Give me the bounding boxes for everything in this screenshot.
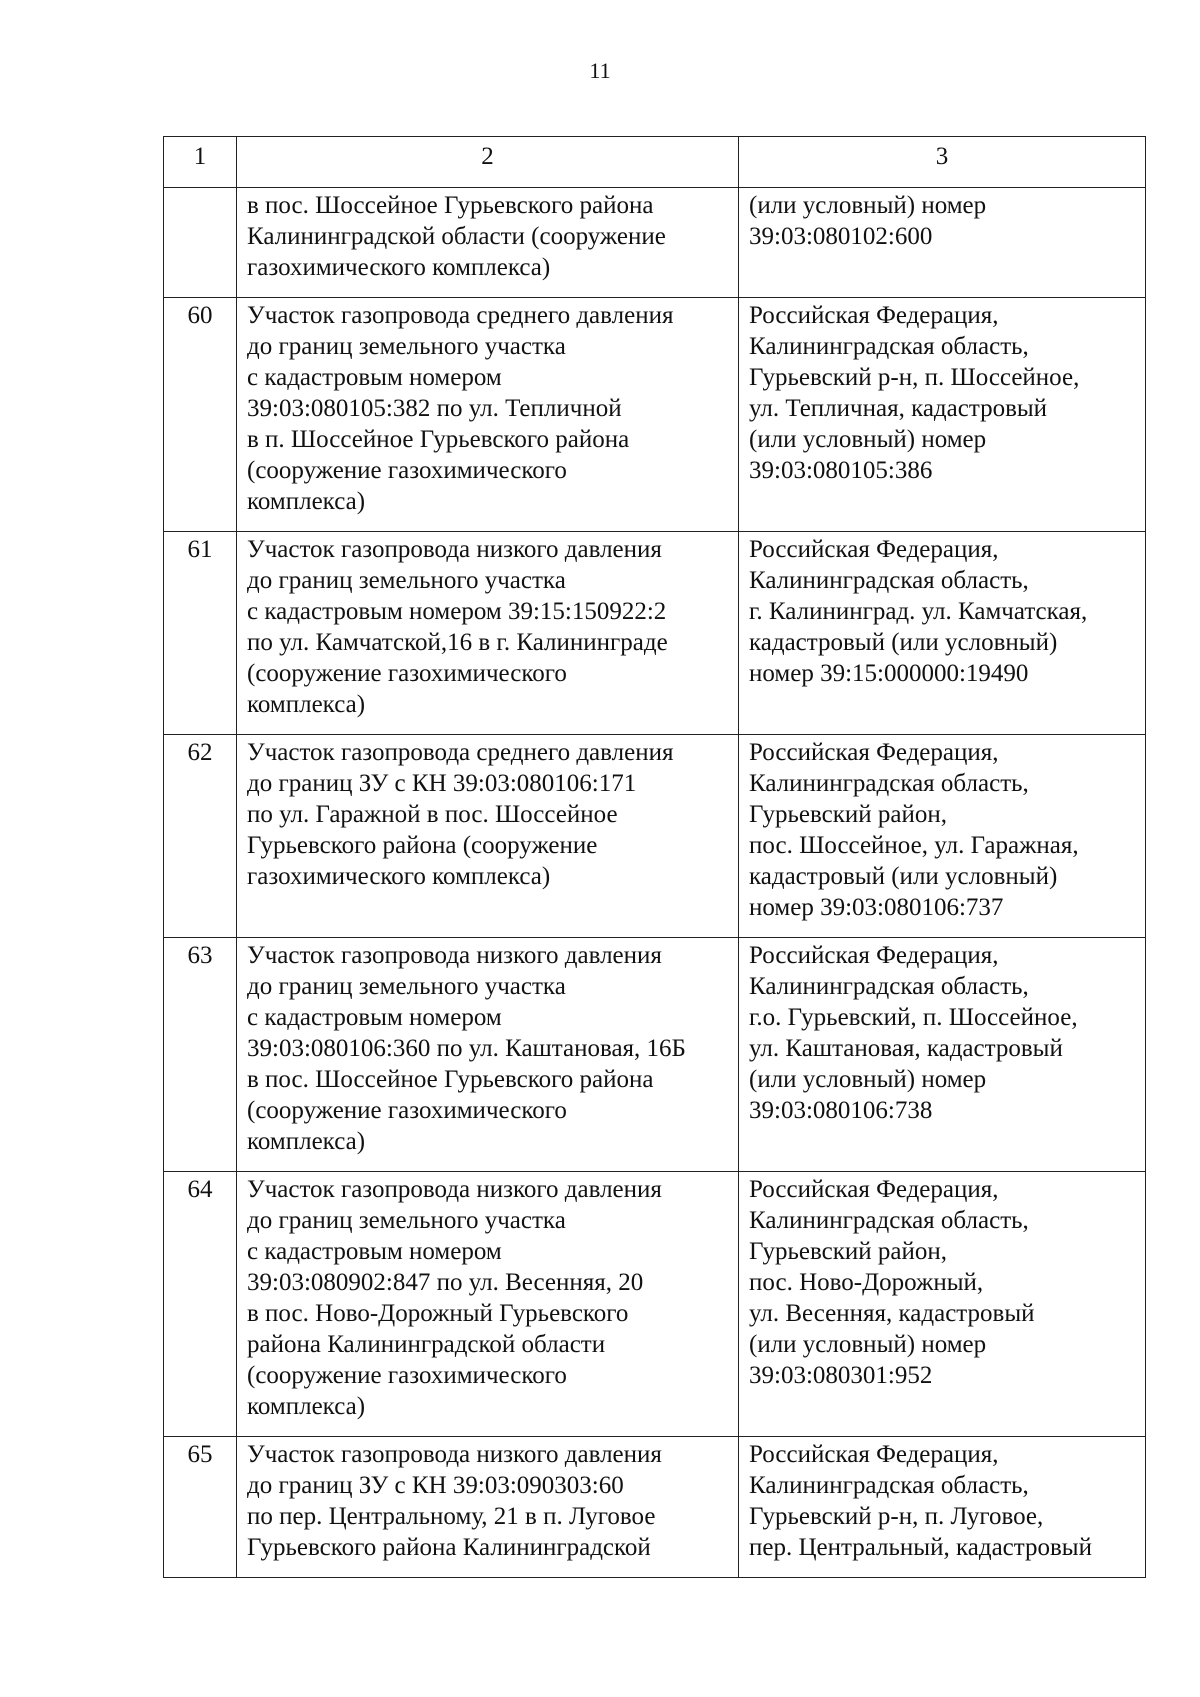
object-description-line: по пер. Центральному, 21 в п. Луговое	[247, 1503, 656, 1530]
location-line: Калининградская область,	[749, 1207, 1029, 1234]
object-description-line: Гурьевского района Калининградской	[247, 1534, 651, 1561]
object-description-cell	[237, 938, 739, 1172]
object-description-line: с кадастровым номером	[247, 364, 502, 391]
location-cell	[739, 298, 1146, 532]
location-line: Гурьевский район,	[749, 801, 948, 828]
object-description-line: до границ ЗУ с КН 39:03:080106:171	[247, 770, 637, 797]
object-description-line: (сооружение газохимического	[247, 660, 567, 687]
object-description-line: комплекса)	[247, 1393, 366, 1420]
row-number: 63	[164, 938, 237, 1172]
object-description-cell	[237, 1172, 739, 1437]
row-number: 62	[164, 735, 237, 938]
object-description-line: с кадастровым номером	[247, 1004, 502, 1031]
location-line: Российская Федерация,	[749, 739, 999, 766]
location-line: Российская Федерация,	[749, 302, 999, 329]
location-line: Российская Федерация,	[749, 1441, 999, 1468]
location-line: 39:03:080106:738	[749, 1097, 933, 1124]
object-description-line: комплекса)	[247, 691, 366, 718]
object-description-line: с кадастровым номером 39:15:150922:2	[247, 598, 667, 625]
table-row	[164, 532, 1146, 735]
location-line: (или условный) номер	[749, 426, 987, 453]
object-description-line: (сооружение газохимического	[247, 457, 567, 484]
column-header-3: 3	[739, 137, 1146, 188]
location-line: номер 39:15:000000:19490	[749, 660, 1029, 687]
object-description-line: в п. Шоссейное Гурьевского района	[247, 426, 630, 453]
object-description-cell	[237, 532, 739, 735]
location-cell	[739, 1172, 1146, 1437]
object-description-line: комплекса)	[247, 488, 366, 515]
object-description-line: Участок газопровода низкого давления	[247, 536, 662, 563]
table-row	[164, 298, 1146, 532]
object-description-line: Участок газопровода среднего давления	[247, 302, 674, 329]
location-line: Российская Федерация,	[749, 536, 999, 563]
location-line: пос. Шоссейное, ул. Гаражная,	[749, 832, 1079, 859]
object-description-cell	[237, 188, 739, 298]
object-description-line: Участок газопровода низкого давления	[247, 1176, 662, 1203]
object-description-line: Участок газопровода низкого давления	[247, 942, 662, 969]
object-description-line: до границ земельного участка	[247, 567, 566, 594]
location-line: пос. Ново-Дорожный,	[749, 1269, 984, 1296]
location-line: 39:03:080102:600	[749, 223, 933, 250]
location-line: (или условный) номер	[749, 192, 987, 219]
object-description-line: в пос. Шоссейное Гурьевского района	[247, 192, 654, 219]
location-line: г.о. Гурьевский, п. Шоссейное,	[749, 1004, 1078, 1031]
object-description-line: 39:03:080902:847 по ул. Весенняя, 20	[247, 1269, 644, 1296]
row-number: 60	[164, 298, 237, 532]
object-description-line: 39:03:080106:360 по ул. Каштановая, 16Б	[247, 1035, 686, 1062]
table-body	[164, 188, 1146, 1578]
location-line: ул. Весенняя, кадастровый	[749, 1300, 1035, 1327]
location-line: номер 39:03:080106:737	[749, 894, 1004, 921]
location-line: (или условный) номер	[749, 1066, 987, 1093]
object-description-line: газохимического комплекса)	[247, 863, 551, 890]
registry-table	[163, 136, 1146, 1578]
location-cell	[739, 532, 1146, 735]
row-number: 61	[164, 532, 237, 735]
object-description-line: до границ ЗУ с КН 39:03:090303:60	[247, 1472, 624, 1499]
object-description-line: до границ земельного участка	[247, 973, 566, 1000]
location-line: Российская Федерация,	[749, 942, 999, 969]
object-description-cell	[237, 1437, 739, 1578]
object-description-line: в пос. Шоссейное Гурьевского района	[247, 1066, 654, 1093]
location-line: кадастровый (или условный)	[749, 629, 1058, 656]
column-header-2: 2	[237, 137, 739, 188]
location-line: Калининградская область,	[749, 973, 1029, 1000]
object-description-line: комплекса)	[247, 1128, 366, 1155]
object-description-line: в пос. Ново-Дорожный Гурьевского	[247, 1300, 629, 1327]
object-description-line: до границ земельного участка	[247, 1207, 566, 1234]
table-row	[164, 735, 1146, 938]
table-row	[164, 1172, 1146, 1437]
object-description-cell	[237, 735, 739, 938]
object-description-line: газохимического комплекса)	[247, 254, 551, 281]
location-cell	[739, 938, 1146, 1172]
object-description-line: Калининградской области (сооружение	[247, 223, 666, 250]
object-description-line: (сооружение газохимического	[247, 1362, 567, 1389]
location-line: 39:03:080105:386	[749, 457, 933, 484]
table-row	[164, 188, 1146, 298]
column-header-1: 1	[164, 137, 237, 188]
location-cell	[739, 188, 1146, 298]
location-line: Гурьевский р-н, п. Шоссейное,	[749, 364, 1080, 391]
object-description-line: 39:03:080105:382 по ул. Тепличной	[247, 395, 622, 422]
row-number: 65	[164, 1437, 237, 1578]
object-description-line: по ул. Камчатской,16 в г. Калининграде	[247, 629, 668, 656]
object-description-line: Участок газопровода среднего давления	[247, 739, 674, 766]
object-description-line: до границ земельного участка	[247, 333, 566, 360]
row-number	[164, 188, 237, 298]
location-line: Калининградская область,	[749, 770, 1029, 797]
location-line: Калининградская область,	[749, 1472, 1029, 1499]
object-description-line: по ул. Гаражной в пос. Шоссейное	[247, 801, 618, 828]
table-header-row	[164, 137, 1146, 188]
location-line: Российская Федерация,	[749, 1176, 999, 1203]
object-description-line: Участок газопровода низкого давления	[247, 1441, 662, 1468]
location-line: ул. Каштановая, кадастровый	[749, 1035, 1063, 1062]
row-number: 64	[164, 1172, 237, 1437]
object-description-line: Гурьевского района (сооружение	[247, 832, 598, 859]
location-cell	[739, 735, 1146, 938]
location-line: ул. Тепличная, кадастровый	[749, 395, 1048, 422]
object-description-line: (сооружение газохимического	[247, 1097, 567, 1124]
location-line: г. Калининград. ул. Камчатская,	[749, 598, 1088, 625]
table-row	[164, 938, 1146, 1172]
location-line: 39:03:080301:952	[749, 1362, 933, 1389]
location-line: Калининградская область,	[749, 333, 1029, 360]
object-description-cell	[237, 298, 739, 532]
location-cell	[739, 1437, 1146, 1578]
page-number: 11	[589, 58, 611, 83]
object-description-line: с кадастровым номером	[247, 1238, 502, 1265]
location-line: Калининградская область,	[749, 567, 1029, 594]
location-line: Гурьевский р-н, п. Луговое,	[749, 1503, 1044, 1530]
location-line: пер. Центральный, кадастровый	[749, 1534, 1092, 1561]
object-description-line: района Калининградской области	[247, 1331, 606, 1358]
location-line: (или условный) номер	[749, 1331, 987, 1358]
table-row	[164, 1437, 1146, 1578]
location-line: кадастровый (или условный)	[749, 863, 1058, 890]
location-line: Гурьевский район,	[749, 1238, 948, 1265]
